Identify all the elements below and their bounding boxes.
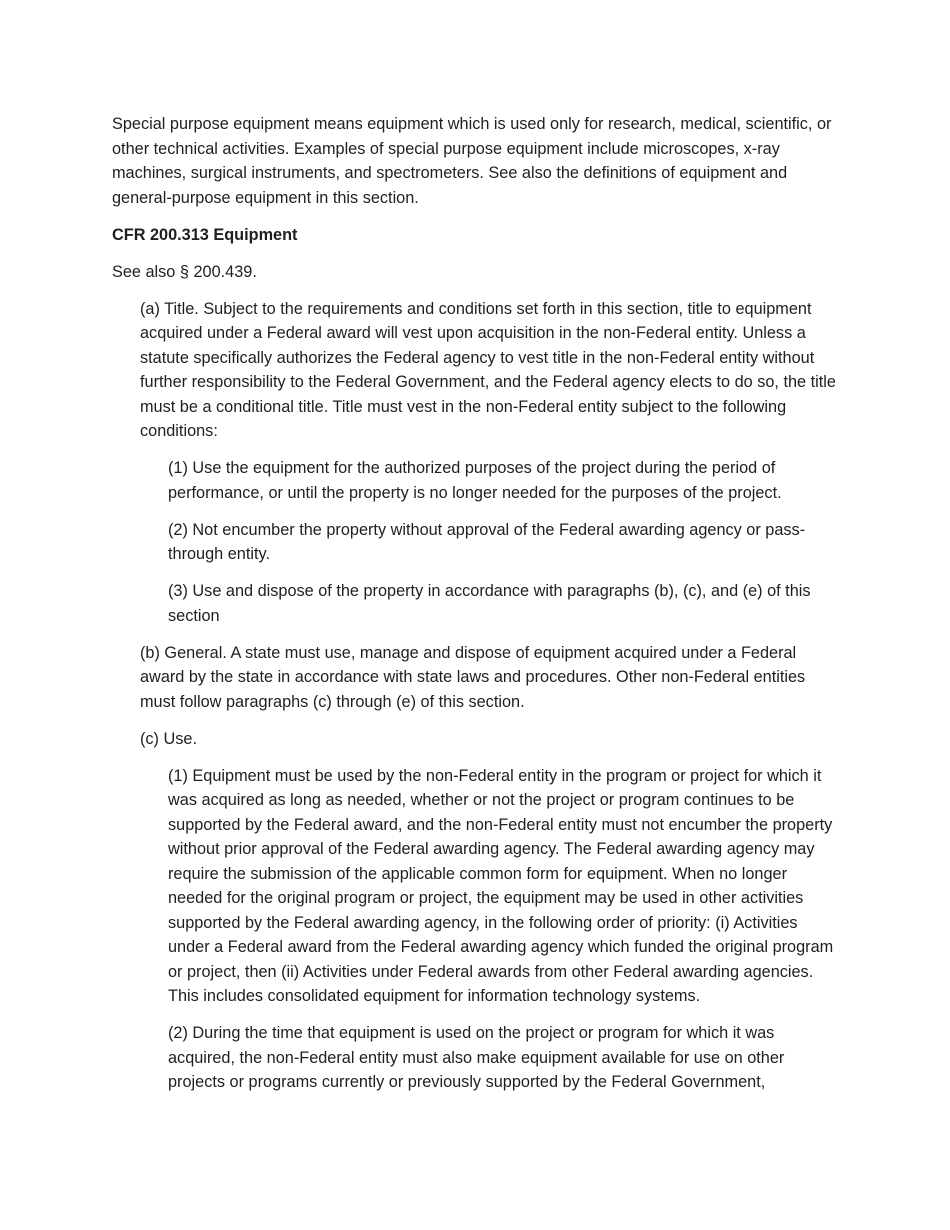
document-body <box>112 112 840 1107</box>
paragraph-a-title: (a) Title. Subject to the requirements and conditions set forth in this section, title to equipment acquired under a Federal award will vest upon acquisition in the non-Federal entity. Unless a statute specifically authorizes the Federal agency to vest title in the non-Federal entity without further responsibility to the Federal Government, and the Federal agency elects to do so, the title must be a conditional title. Title must vest in the non-Federal entity subject to the following conditions: <box>140 299 836 440</box>
paragraph-c2: (2) During the time that equipment is used on the project or program for which it was acquired, the non-Federal entity must also make equipment available for use on other projects or programs currently or previously supported by the Federal Government, <box>168 1024 785 1091</box>
paragraph-b-general: (b) General. A state must use, manage and dispose of equipment acquired under a Federal award by the state in accordance with state laws and procedures. Other non-Federal entities must follow paragraphs (c) through (e) of this section. <box>140 643 806 711</box>
paragraph-c1: (1) Equipment must be used by the non-Federal entity in the program or project for which it was acquired as long as needed, whether or not the project or program continues to be supported by the Federal award, and the non-Federal entity must not encumber the property without prior approval of the Federal awarding agency. The Federal awarding agency may require the submission of the applicable common form for equipment. When no longer needed for the original program or project, the equipment may be used in other activities supported by the Federal awarding agency, in the following order of priority: (i) Activities under a Federal award from the Federal awarding agency which funded the original program or project, then (ii) Activities under Federal awards from other Federal awarding agencies. This includes consolidated equipment for information technology systems. <box>168 766 834 1005</box>
paragraph-c-use: (c) Use. <box>140 729 197 748</box>
paragraph-a3: (3) Use and dispose of the property in accordance with paragraphs (b), (c), and (e) of this section <box>168 582 811 625</box>
see-also-reference: See also § 200.439. <box>112 262 257 281</box>
special-purpose-definition: Special purpose equipment means equipment which is used only for research, medical, scientific, or other technical activities. Examples of special purpose equipment include microscopes, x-ray machines, surgical instruments, and spectrometers. See also the definitions of equipment and general-purpose equipment in this section. <box>112 115 832 207</box>
section-heading: CFR 200.313 Equipment <box>112 225 298 244</box>
paragraph-a2: (2) Not encumber the property without approval of the Federal awarding agency or pass-through entity. <box>168 520 806 563</box>
paragraph-a1: (1) Use the equipment for the authorized purposes of the project during the period of performance, or until the property is no longer needed for the purposes of the project. <box>168 459 782 502</box>
